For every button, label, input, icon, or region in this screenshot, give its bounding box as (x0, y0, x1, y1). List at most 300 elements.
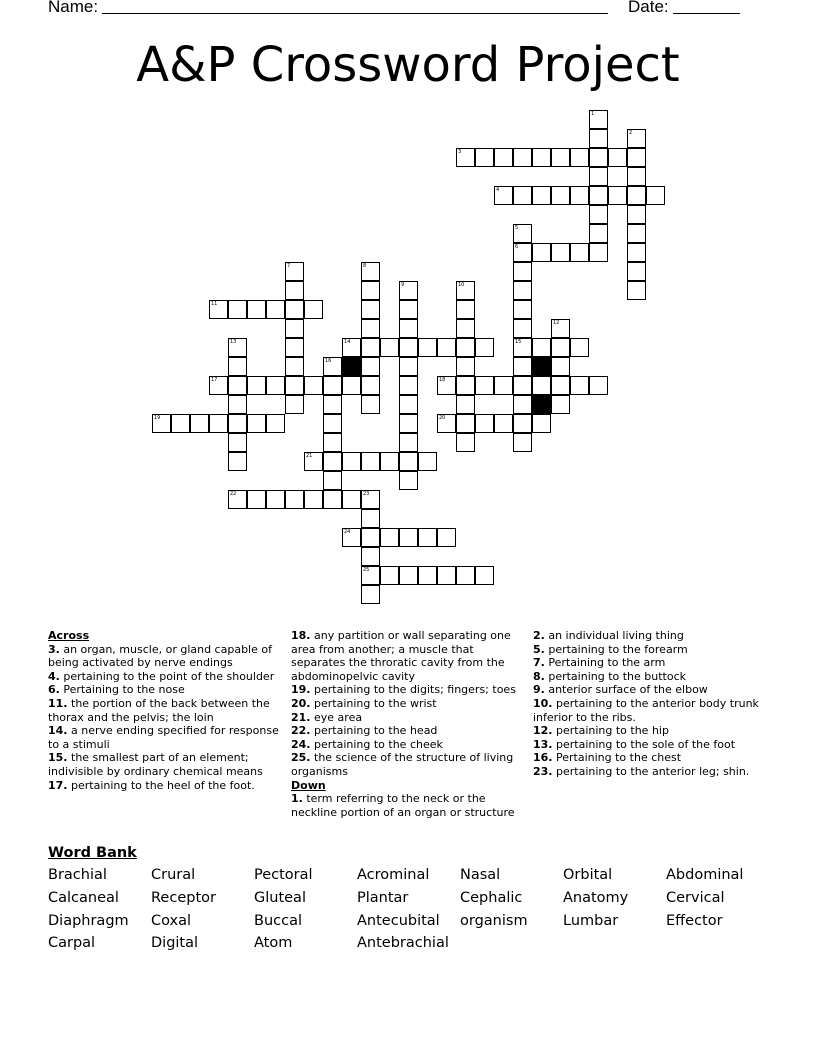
grid-cell[interactable] (589, 167, 608, 186)
grid-cell[interactable] (437, 414, 456, 433)
date-field[interactable] (673, 13, 740, 14)
grid-cell[interactable] (570, 338, 589, 357)
clue-text: pertaining to the digits; fingers; toes (314, 683, 516, 697)
grid-cell[interactable] (627, 205, 646, 224)
grid-cell[interactable] (513, 433, 532, 452)
clue-text: an individual living thing (548, 629, 684, 642)
clue-number: 16 (325, 358, 332, 364)
down-clue (533, 643, 773, 657)
grid-cell[interactable] (627, 129, 646, 148)
black-square (532, 395, 551, 414)
grid-cell[interactable] (608, 186, 627, 205)
grid-cell[interactable] (247, 376, 266, 395)
clue-number: 2. (533, 629, 545, 642)
word-bank-item: Cephalic (460, 890, 523, 906)
clue-number: 25. (291, 751, 311, 765)
grid-cell[interactable] (228, 357, 247, 376)
clue-number: 18. (291, 629, 311, 642)
down-heading: Down (291, 778, 326, 792)
clues-column-3 (533, 629, 773, 779)
grid-cell[interactable] (361, 395, 380, 414)
grid-cell[interactable] (152, 414, 171, 433)
grid-cell[interactable] (228, 300, 247, 319)
date-label: Date: (628, 0, 669, 16)
clue-text: pertaining to the anterior body trunk inferior to the ribs. (533, 696, 759, 724)
clue-text: pertaining to the sole of the foot (556, 737, 736, 751)
grid-cell[interactable] (266, 414, 285, 433)
grid-cell[interactable] (475, 338, 494, 357)
grid-cell[interactable] (456, 338, 475, 357)
grid-cell[interactable] (456, 414, 475, 433)
grid-cell[interactable] (285, 395, 304, 414)
grid-cell[interactable] (399, 357, 418, 376)
grid-cell[interactable] (285, 338, 304, 357)
grid-cell[interactable] (437, 338, 456, 357)
grid-cell[interactable] (361, 376, 380, 395)
clue-number: 1. (291, 792, 303, 806)
clue-number: 21 (306, 453, 313, 459)
grid-cell[interactable] (361, 300, 380, 319)
across-clue (48, 683, 280, 697)
down-clue (533, 656, 773, 670)
grid-cell[interactable] (513, 376, 532, 395)
grid-cell[interactable] (399, 414, 418, 433)
word-bank-item: Calcaneal (48, 890, 119, 906)
clue-number: 15. (48, 751, 68, 765)
grid-cell[interactable] (361, 547, 380, 566)
clue-text: pertaining to the heel of the foot. (71, 778, 255, 792)
clue-number: 17 (211, 377, 218, 383)
clue-number: 7 (287, 263, 291, 269)
grid-cell[interactable] (589, 129, 608, 148)
grid-cell[interactable] (456, 281, 475, 300)
grid-cell[interactable] (532, 243, 551, 262)
grid-cell[interactable] (209, 376, 228, 395)
grid-cell[interactable] (589, 243, 608, 262)
grid-cell[interactable] (418, 452, 437, 471)
word-bank-item: Crural (151, 867, 196, 883)
grid-cell[interactable] (494, 414, 513, 433)
grid-cell[interactable] (361, 338, 380, 357)
grid-cell[interactable] (399, 395, 418, 414)
word-bank-item: Digital (151, 935, 199, 951)
clue-number: 2 (629, 130, 633, 136)
clue-number: 9 (401, 282, 405, 288)
grid-cell[interactable] (285, 300, 304, 319)
grid-cell[interactable] (323, 471, 342, 490)
grid-cell[interactable] (456, 319, 475, 338)
clues-column-2 (291, 629, 523, 819)
grid-cell[interactable] (532, 376, 551, 395)
grid-cell[interactable] (513, 338, 532, 357)
across-clue (48, 697, 280, 724)
grid-cell[interactable] (456, 395, 475, 414)
clue-text: eye area (314, 710, 363, 724)
page-title: A&P Crossword Project (136, 37, 680, 93)
clue-number: 24. (291, 737, 311, 751)
clue-number: 18 (439, 377, 446, 383)
word-bank-item: Orbital (563, 867, 613, 883)
grid-cell[interactable] (589, 205, 608, 224)
grid-cell[interactable] (513, 414, 532, 433)
grid-cell[interactable] (361, 490, 380, 509)
clue-number: 14. (48, 724, 68, 738)
clue-number: 10. (533, 696, 553, 710)
grid-cell[interactable] (494, 148, 513, 167)
clue-text: Pertaining to the chest (556, 751, 682, 765)
grid-cell[interactable] (475, 148, 494, 167)
word-bank-title: Word Bank (48, 845, 137, 861)
grid-cell[interactable] (380, 338, 399, 357)
grid-cell[interactable] (266, 300, 285, 319)
down-clue (533, 629, 773, 643)
clue-text: Pertaining to the nose (63, 683, 185, 697)
grid-cell[interactable] (361, 319, 380, 338)
clue-number: 4. (48, 669, 60, 683)
grid-cell[interactable] (513, 262, 532, 281)
grid-cell[interactable] (342, 338, 361, 357)
grid-cell[interactable] (190, 414, 209, 433)
down-clue (533, 697, 773, 724)
clue-number: 22. (291, 724, 311, 738)
grid-cell[interactable] (304, 452, 323, 471)
grid-cell[interactable] (418, 528, 437, 547)
grid-cell[interactable] (418, 566, 437, 585)
grid-cell[interactable] (399, 566, 418, 585)
grid-cell[interactable] (228, 395, 247, 414)
clue-number: 22 (230, 491, 237, 497)
grid-cell[interactable] (513, 281, 532, 300)
grid-cell[interactable] (456, 376, 475, 395)
down-clue (533, 683, 773, 697)
grid-cell[interactable] (627, 243, 646, 262)
word-bank-item: organism (460, 913, 528, 929)
grid-cell[interactable] (228, 338, 247, 357)
clue-number: 16. (533, 751, 553, 765)
clue-number: 17. (48, 778, 68, 792)
grid-cell[interactable] (437, 376, 456, 395)
grid-cell[interactable] (247, 300, 266, 319)
grid-cell[interactable] (513, 319, 532, 338)
grid-cell[interactable] (456, 566, 475, 585)
word-bank-item: Antecubital (357, 913, 440, 929)
clue-number: 8. (533, 669, 545, 683)
clue-number: 4 (496, 187, 500, 193)
grid-cell[interactable] (304, 490, 323, 509)
clue-text: pertaining to the cheek (314, 737, 443, 751)
name-label: Name: (48, 0, 99, 16)
grid-cell[interactable] (551, 148, 570, 167)
grid-cell[interactable] (589, 110, 608, 129)
clue-number: 15 (515, 339, 522, 345)
clue-number: 1 (591, 111, 595, 117)
grid-cell[interactable] (342, 376, 361, 395)
across-clue (48, 724, 280, 751)
across-heading: Across (48, 629, 90, 642)
clue-text: the smallest part of an element; indivisible by ordinary chemical means (48, 751, 263, 778)
grid-cell[interactable] (361, 357, 380, 376)
down-clue (533, 751, 773, 765)
clue-text: pertaining to the buttock (548, 669, 687, 683)
grid-cell[interactable] (361, 262, 380, 281)
clue-number: 7. (533, 656, 545, 670)
clue-number: 3 (458, 149, 462, 155)
word-bank-item: Gluteal (254, 890, 306, 906)
grid-cell[interactable] (323, 433, 342, 452)
clue-number: 25 (363, 567, 370, 573)
clue-number: 6. (48, 683, 60, 697)
clue-number: 24 (344, 529, 351, 535)
grid-cell[interactable] (285, 357, 304, 376)
down-clue (533, 724, 773, 738)
grid-cell[interactable] (551, 319, 570, 338)
grid-cell[interactable] (380, 566, 399, 585)
grid-cell[interactable] (285, 376, 304, 395)
clue-text: Pertaining to the arm (548, 656, 666, 670)
grid-cell[interactable] (570, 186, 589, 205)
clue-number: 10 (458, 282, 465, 288)
grid-cell[interactable] (228, 433, 247, 452)
grid-cell[interactable] (361, 528, 380, 547)
grid-cell[interactable] (532, 338, 551, 357)
across-clue (291, 751, 523, 778)
clue-number: 8 (363, 263, 367, 269)
word-bank-item: Cervical (666, 890, 725, 906)
word-bank-item: Anatomy (563, 890, 629, 906)
down-clue (533, 670, 773, 684)
grid-cell[interactable] (513, 186, 532, 205)
grid-cell[interactable] (323, 490, 342, 509)
grid-cell[interactable] (627, 281, 646, 300)
word-bank-item: Nasal (460, 867, 501, 883)
name-field[interactable] (102, 13, 608, 14)
grid-cell[interactable] (551, 186, 570, 205)
grid-cell[interactable] (361, 566, 380, 585)
grid-cell[interactable] (399, 281, 418, 300)
across-clue (291, 711, 523, 725)
clue-number: 9. (533, 683, 545, 697)
grid-cell[interactable] (475, 376, 494, 395)
grid-cell[interactable] (209, 300, 228, 319)
grid-cell[interactable] (399, 452, 418, 471)
grid-cell[interactable] (361, 585, 380, 604)
clue-number: 23. (533, 764, 553, 778)
grid-cell[interactable] (361, 281, 380, 300)
grid-cell[interactable] (399, 319, 418, 338)
word-bank-item: Abdominal (666, 867, 744, 883)
grid-cell[interactable] (437, 528, 456, 547)
word-bank-item: Acrominal (357, 867, 430, 883)
grid-cell[interactable] (456, 300, 475, 319)
grid-cell[interactable] (589, 148, 608, 167)
word-bank-item: Buccal (254, 913, 302, 929)
grid-cell[interactable] (266, 376, 285, 395)
grid-cell[interactable] (380, 528, 399, 547)
grid-cell[interactable] (304, 300, 323, 319)
clues-column-1 (48, 629, 280, 792)
grid-cell[interactable] (456, 357, 475, 376)
clue-number: 11. (48, 696, 68, 710)
down-clue (291, 792, 523, 819)
word-bank-item: Plantar (357, 890, 409, 906)
across-clue (48, 670, 280, 684)
grid-cell[interactable] (323, 395, 342, 414)
black-square (532, 357, 551, 376)
grid-cell[interactable] (456, 433, 475, 452)
word-bank-item: Pectoral (254, 867, 313, 883)
clue-text: pertaining to the point of the shoulder (63, 669, 275, 683)
grid-cell[interactable] (570, 243, 589, 262)
grid-cell[interactable] (285, 262, 304, 281)
grid-cell[interactable] (456, 148, 475, 167)
clue-number: 19 (154, 415, 161, 421)
grid-cell[interactable] (247, 490, 266, 509)
across-clue (291, 629, 523, 683)
grid-cell[interactable] (323, 376, 342, 395)
grid-cell[interactable] (608, 148, 627, 167)
grid-cell[interactable] (494, 186, 513, 205)
grid-cell[interactable] (399, 471, 418, 490)
grid-cell[interactable] (323, 414, 342, 433)
grid-cell[interactable] (475, 566, 494, 585)
clue-text: the science of the structure of living organisms (291, 751, 514, 778)
word-bank-item: Effector (666, 913, 723, 929)
clue-number: 13. (533, 737, 553, 751)
across-clue (291, 724, 523, 738)
grid-cell[interactable] (228, 414, 247, 433)
grid-cell[interactable] (247, 414, 266, 433)
grid-cell[interactable] (285, 281, 304, 300)
down-clue (533, 738, 773, 752)
clue-number: 21. (291, 710, 311, 724)
grid-cell[interactable] (570, 148, 589, 167)
grid-cell[interactable] (551, 376, 570, 395)
grid-cell[interactable] (342, 528, 361, 547)
header (0, 0, 816, 19)
grid-cell[interactable] (361, 509, 380, 528)
clue-number: 13 (230, 339, 237, 345)
grid-cell[interactable] (551, 338, 570, 357)
clue-number: 5 (515, 225, 519, 231)
grid-cell[interactable] (627, 224, 646, 243)
clue-text: pertaining to the anterior leg; shin. (556, 764, 750, 778)
grid-cell[interactable] (475, 414, 494, 433)
grid-cell[interactable] (171, 414, 190, 433)
grid-cell[interactable] (532, 148, 551, 167)
grid-cell[interactable] (627, 186, 646, 205)
grid-cell[interactable] (399, 338, 418, 357)
clue-text: pertaining to the wrist (314, 696, 437, 710)
grid-cell[interactable] (646, 186, 665, 205)
grid-cell[interactable] (399, 300, 418, 319)
grid-cell[interactable] (304, 376, 323, 395)
grid-cell[interactable] (589, 186, 608, 205)
clue-number: 3. (48, 642, 60, 656)
word-bank-item: Brachial (48, 867, 107, 883)
grid-cell[interactable] (513, 300, 532, 319)
grid-cell[interactable] (209, 414, 228, 433)
grid-cell[interactable] (399, 376, 418, 395)
clue-text: any partition or wall separating one area from another; a muscle that separates the throratic cavity from the abdominopelvic cavity (291, 629, 511, 683)
grid-cell[interactable] (513, 224, 532, 243)
grid-cell[interactable] (494, 376, 513, 395)
clue-number: 20 (439, 415, 446, 421)
grid-cell[interactable] (399, 528, 418, 547)
word-bank-item: Lumbar (563, 913, 619, 929)
grid-cell[interactable] (285, 319, 304, 338)
grid-cell[interactable] (627, 148, 646, 167)
clue-text: pertaining to the forearm (548, 642, 688, 656)
grid-cell[interactable] (266, 490, 285, 509)
clue-text: pertaining to the head (314, 724, 438, 738)
word-bank-item: Coxal (151, 913, 192, 929)
word-bank-item: Receptor (151, 890, 216, 906)
word-bank-item: Carpal (48, 935, 96, 951)
grid-cell[interactable] (228, 376, 247, 395)
grid-cell[interactable] (627, 262, 646, 281)
grid-cell[interactable] (627, 167, 646, 186)
clue-text: pertaining to the hip (556, 724, 669, 738)
grid-cell[interactable] (361, 452, 380, 471)
grid-cell[interactable] (532, 186, 551, 205)
grid-cell[interactable] (589, 376, 608, 395)
clue-text: term referring to the neck or the neckline portion of an organ or structure (291, 792, 515, 819)
grid-cell[interactable] (342, 490, 361, 509)
clue-number: 19. (291, 683, 311, 697)
across-clue (291, 683, 523, 697)
black-square (342, 357, 361, 376)
across-clue (48, 643, 280, 670)
grid-cell[interactable] (437, 566, 456, 585)
grid-cell[interactable] (589, 224, 608, 243)
clue-number: 14 (344, 339, 351, 345)
across-clue (48, 779, 280, 793)
word-bank-item: Diaphragm (48, 913, 129, 929)
grid-cell[interactable] (285, 490, 304, 509)
grid-cell[interactable] (228, 490, 247, 509)
clue-number: 12. (533, 724, 553, 738)
grid-cell[interactable] (323, 452, 342, 471)
grid-cell[interactable] (380, 452, 399, 471)
across-clue (48, 751, 280, 778)
grid-cell[interactable] (323, 357, 342, 376)
grid-cell[interactable] (513, 357, 532, 376)
across-clue (291, 697, 523, 711)
word-bank-item: Antebrachial (357, 935, 449, 951)
clue-number: 6 (515, 244, 519, 250)
grid-cell[interactable] (399, 433, 418, 452)
grid-cell[interactable] (551, 357, 570, 376)
grid-cell[interactable] (342, 452, 361, 471)
grid-cell[interactable] (551, 395, 570, 414)
grid-cell[interactable] (418, 338, 437, 357)
grid-cell[interactable] (513, 148, 532, 167)
grid-cell[interactable] (228, 452, 247, 471)
clue-number: 5. (533, 642, 545, 656)
clue-number: 12 (553, 320, 560, 326)
grid-cell[interactable] (532, 414, 551, 433)
grid-cell[interactable] (513, 395, 532, 414)
clue-text: an organ, muscle, or gland capable of being activated by nerve endings (48, 642, 272, 670)
clue-number: 11 (211, 301, 218, 307)
across-clue (291, 738, 523, 752)
grid-cell[interactable] (570, 376, 589, 395)
clue-number: 23 (363, 491, 370, 497)
grid-cell[interactable] (551, 243, 570, 262)
grid-cell[interactable] (513, 243, 532, 262)
down-clue (533, 765, 773, 779)
clue-number: 20. (291, 696, 311, 710)
